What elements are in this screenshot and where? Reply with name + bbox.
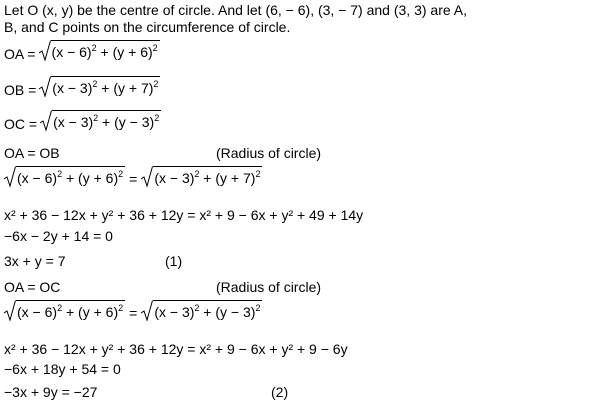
ob-radical: $(x - 3)^2 + (y + 7)^2$: [39, 76, 160, 98]
oa-ob-radical-equation: [4, 166, 262, 188]
intro-line-1: Let O (x, y) be the centre of circle. And let (6, − 6), (3, − 7) and (3, 3) are A,: [4, 2, 467, 18]
radius-note-2: (Radius of circle): [216, 279, 322, 295]
expansion-2: x² + 36 − 12x + y² + 36 + 12y = x² + 9 − 6x + y² + 9 − 6y: [4, 341, 348, 357]
oa-oc-radical-equation: [4, 300, 262, 322]
sqrt-sign-icon: [4, 300, 16, 322]
sqrt-sign-icon: [40, 110, 52, 132]
sqrt-sign-icon: [141, 300, 153, 322]
oa-radical: $(x - 6)^2 + (y + 6)^2$: [4, 166, 125, 188]
oa-radical: $(x - 6)^2 + (y + 6)^2$: [39, 40, 160, 62]
oa-equals-ob: OA = OB: [4, 145, 60, 161]
ob-formula: [4, 76, 160, 98]
oa-label: OA =: [4, 46, 36, 62]
ob-label: OB =: [4, 82, 37, 98]
oc-radical: $(x - 3)^2 + (y - 3)^2$: [40, 110, 161, 132]
sqrt-sign-icon: [39, 76, 51, 98]
oa-radical: $(x - 6)^2 + (y + 6)^2$: [4, 300, 125, 322]
equation-tag-2: (2): [271, 384, 289, 400]
equals-sign: =: [129, 171, 138, 187]
result-equation-2: −3x + 9y = −27: [4, 384, 98, 400]
equals-sign: =: [129, 305, 138, 321]
sqrt-sign-icon: [141, 166, 153, 188]
radius-note-1: (Radius of circle): [216, 145, 322, 161]
oa-formula: [4, 40, 160, 62]
oa-equals-oc: OA = OC: [4, 279, 61, 295]
ob-radical: $(x - 3)^2 + (y + 7)^2$: [141, 166, 262, 188]
oc-label: OC =: [4, 116, 38, 132]
simplified-2: −6x + 18y + 54 = 0: [4, 361, 121, 377]
oc-formula: [4, 110, 161, 132]
expansion-1: x² + 36 − 12x + y² + 36 + 12y = x² + 9 − 6x + y² + 49 + 14y: [4, 207, 364, 223]
sqrt-sign-icon: [39, 40, 51, 62]
sqrt-sign-icon: [4, 166, 16, 188]
equation-tag-1: (1): [165, 253, 183, 269]
simplified-1: −6x − 2y + 14 = 0: [4, 228, 113, 244]
intro-line-2: B, and C points on the circumference of circle.: [4, 19, 291, 35]
oc-radical: $(x - 3)^2 + (y - 3)^2$: [141, 300, 262, 322]
result-equation-1: 3x + y = 7: [4, 253, 66, 269]
